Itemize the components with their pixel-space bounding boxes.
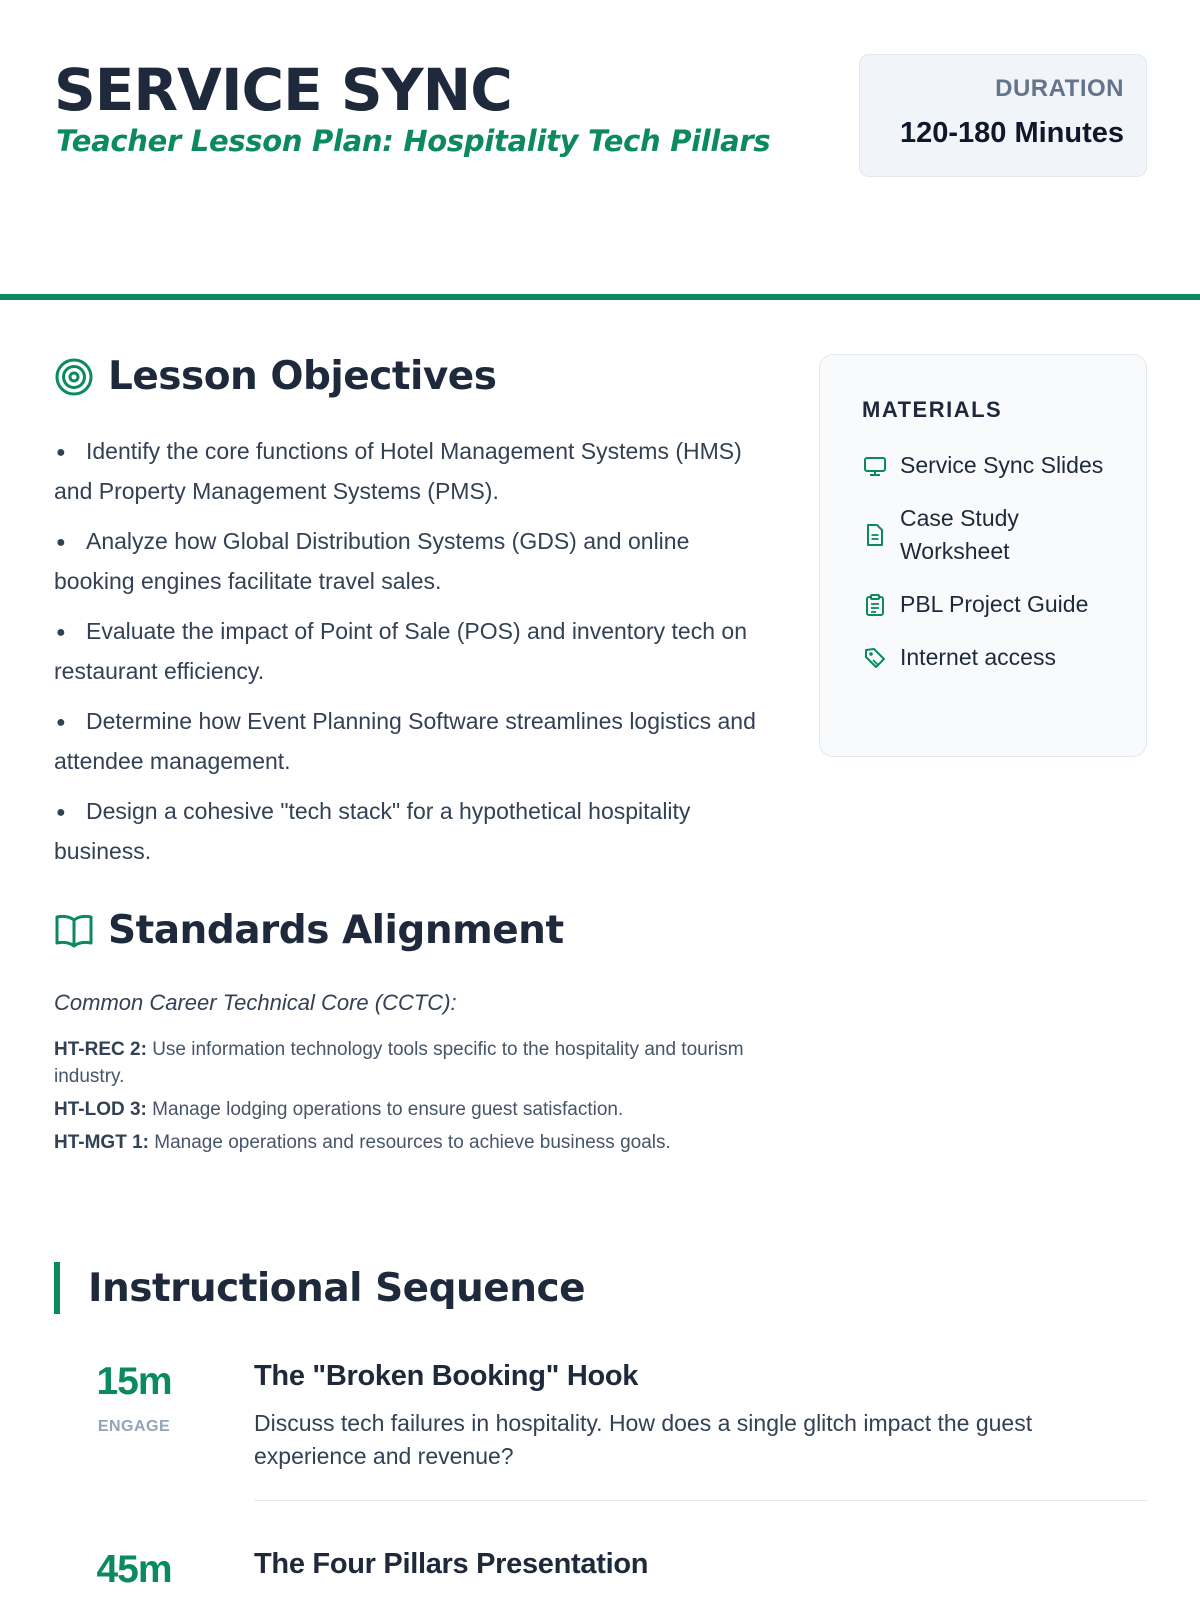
standards-title: Standards Alignment (108, 908, 564, 953)
standard-text: Manage lodging operations to ensure guest satisfaction. (152, 1099, 624, 1120)
objectives-list (54, 432, 774, 882)
standard-code: HT-REC 2: (54, 1039, 147, 1060)
material-item (862, 641, 1146, 674)
standard-text: Manage operations and resources to achieve business goals. (154, 1132, 671, 1153)
target-icon (54, 357, 94, 397)
standard-item (54, 1096, 774, 1123)
objective-item: ● Evaluate the impact of Point of Sale (POS) and inventory tech on restaurant efficiency. (54, 612, 774, 690)
material-item (862, 588, 1146, 621)
material-label: PBL Project Guide (900, 591, 1089, 617)
materials-title: MATERIALS (862, 397, 1003, 422)
step-title: The "Broken Booking" Hook (254, 1360, 639, 1392)
standards-intro: Common Career Technical Core (CCTC): (54, 990, 457, 1015)
tag-icon (862, 646, 888, 670)
step-title: The Four Pillars Presentation (254, 1548, 649, 1580)
standard-code: HT-MGT 1: (54, 1132, 149, 1153)
duration-label: DURATION (995, 75, 1124, 102)
sequence-heading (54, 1262, 585, 1314)
material-item (862, 502, 1146, 568)
standard-code: HT-LOD 3: (54, 1099, 147, 1120)
objectives-heading (54, 354, 496, 399)
duration-value: 120-180 Minutes (899, 117, 1124, 149)
bullet-icon: ● (56, 714, 66, 731)
document-icon (862, 523, 888, 547)
bullet-icon: ● (56, 534, 66, 551)
standards-list (54, 1036, 774, 1162)
standard-item (54, 1129, 774, 1156)
standard-item (54, 1036, 774, 1090)
objective-item: ● Determine how Event Planning Software streamlines logistics and attendee management. (54, 702, 774, 780)
book-icon (54, 913, 94, 949)
step-time (54, 1548, 214, 1592)
bullet-icon: ● (56, 444, 66, 461)
step-minutes: 15m (96, 1360, 172, 1403)
bullet-icon: ● (56, 624, 66, 641)
step-body (254, 1360, 1148, 1473)
objectives-title: Lesson Objectives (108, 354, 497, 399)
material-label: Case Study Worksheet (900, 505, 1019, 564)
step-body (254, 1548, 1148, 1581)
step-phase: ENGAGE (97, 1418, 171, 1435)
material-label: Internet access (900, 644, 1056, 670)
brand-title: SERVICE SYNC (54, 56, 512, 124)
sequence-title: Instructional Sequence (88, 1265, 586, 1311)
accent-bar (54, 1262, 60, 1314)
step-description: Discuss tech failures in hospitality. How does a single glitch impact the guest experience and revenue? (254, 1410, 1033, 1469)
objective-item: ● Analyze how Global Distribution Systems (GDS) and online booking engines facilitate travel sales. (54, 522, 774, 600)
clipboard-icon (862, 593, 888, 617)
objective-item: ● Design a cohesive "tech stack" for a hypothetical hospitality business. (54, 792, 774, 870)
page-subtitle: Teacher Lesson Plan: Hospitality Tech Pillars (56, 124, 771, 158)
standard-text: Use information technology tools specific to the hospitality and tourism industry. (54, 1039, 744, 1087)
material-item (862, 449, 1146, 482)
page-header (0, 0, 1200, 300)
bullet-icon: ● (56, 804, 66, 821)
standards-heading (54, 908, 564, 953)
step-divider (254, 1500, 1148, 1501)
step-minutes: 45m (96, 1548, 172, 1591)
duration-card (859, 54, 1147, 177)
material-label: Service Sync Slides (900, 452, 1104, 478)
monitor-icon (862, 455, 888, 477)
objective-item: ● Identify the core functions of Hotel Management Systems (HMS) and Property Management Systems (PMS). (54, 432, 774, 510)
materials-card (819, 354, 1147, 757)
step-time (54, 1360, 214, 1436)
